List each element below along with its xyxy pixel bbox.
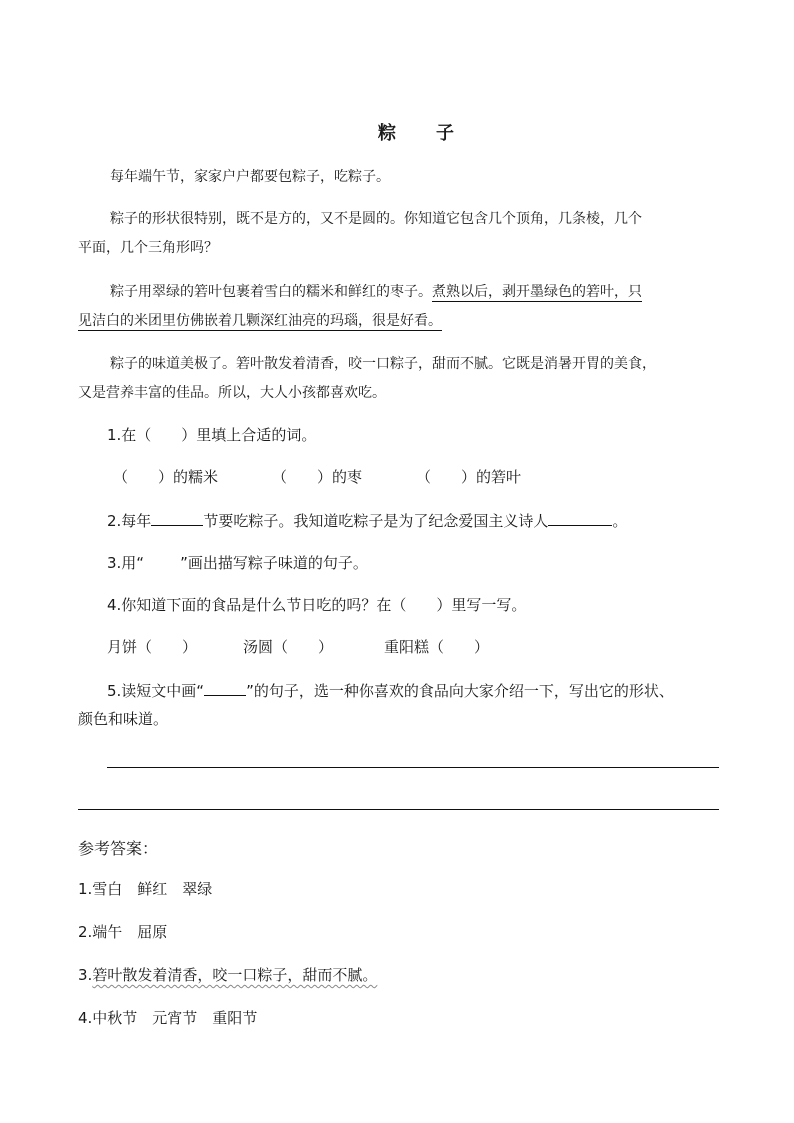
question-5-text-b: ”的句子，选一种你喜欢的食品向大家介绍一下，写出它的形状、 (246, 682, 674, 700)
question-2 (107, 510, 627, 531)
question-1-item-3: （ ）的箬叶 (416, 468, 522, 486)
passage-paragraph-3-line-2 (78, 310, 442, 330)
question-1: 1.在（ ）里填上合适的词。 (107, 426, 317, 444)
question-5-text-a: 5.读短文中画“ (107, 682, 205, 700)
answer-2: 2.端午 屈原 (78, 923, 168, 941)
answer-3 (78, 964, 377, 985)
question-5-underline-mark (204, 681, 246, 696)
question-4-item-1: 月饼（ ） (107, 638, 198, 656)
question-2-text-c: 。 (612, 512, 628, 530)
answers-heading: 参考答案： (78, 839, 159, 858)
passage-paragraph-3-underlined-a: 煮熟以后，剥开墨绿色的箬叶，只 (432, 284, 642, 300)
passage-paragraph-3-underlined-b: 见洁白的米团里仿佛嵌着几颗深红油亮的玛瑙，很是好看。 (78, 313, 442, 329)
question-2-text-a: 2.每年 (107, 512, 152, 530)
passage-paragraph-2-line-1: 粽子的形状很特别，既不是方的，又不是圆的。你知道它包含几个顶角，几条棱，几个 (110, 211, 642, 227)
answer-3-sentence: 箬叶散发着清香，咬一口粽子，甜而不腻。 (92, 966, 378, 984)
answer-4: 4.中秋节 元宵节 重阳节 (78, 1009, 258, 1027)
answer-1: 1.雪白 鲜红 翠绿 (78, 880, 213, 898)
question-2-blank-poet[interactable] (548, 511, 612, 526)
passage-paragraph-3-plain: 粽子用翠绿的箬叶包裹着雪白的糯米和鲜红的枣子。 (110, 284, 432, 300)
question-4-item-3: 重阳糕（ ） (384, 638, 490, 656)
passage-paragraph-4-line-2: 又是营养丰富的佳品。所以，大人小孩都喜欢吃。 (78, 385, 386, 401)
question-2-text-b: 节要吃粽子。我知道吃粽子是为了纪念爱国主义诗人 (203, 512, 549, 530)
question-4: 4.你知道下面的食品是什么节日吃的吗？在（ ）里写一写。 (107, 596, 527, 614)
title-left-char: 粽 (378, 123, 396, 144)
question-3-text-a: 3.用“ (107, 554, 145, 572)
question-5 (107, 680, 674, 701)
question-3-text-b: ”画出描写粽子味道的句子。 (180, 554, 368, 572)
answer-writing-line-1[interactable] (107, 767, 719, 768)
question-1-item-1: （ ）的糯米 (113, 468, 219, 486)
question-3-wavy-mark (144, 554, 180, 564)
question-3 (107, 552, 368, 573)
passage-paragraph-1: 每年端午节，家家户户都要包粽子，吃粽子。 (110, 169, 390, 185)
passage-paragraph-4-line-1: 粽子的味道美极了。箬叶散发着清香，咬一口粽子，甜而不腻。它既是消暑开胃的美食， (110, 356, 656, 372)
answer-writing-line-2[interactable] (78, 809, 719, 810)
passage-paragraph-2-line-2: 平面，几个三角形吗？ (78, 240, 218, 256)
title-right-char: 子 (436, 123, 454, 144)
answer-3-prefix: 3. (78, 966, 93, 984)
passage-paragraph-3-line-1 (110, 281, 642, 301)
question-4-item-2: 汤圆（ ） (243, 638, 334, 656)
question-5-line-2: 颜色和味道。 (78, 710, 169, 728)
question-2-blank-festival[interactable] (151, 511, 203, 526)
question-1-item-2: （ ）的枣 (272, 468, 363, 486)
